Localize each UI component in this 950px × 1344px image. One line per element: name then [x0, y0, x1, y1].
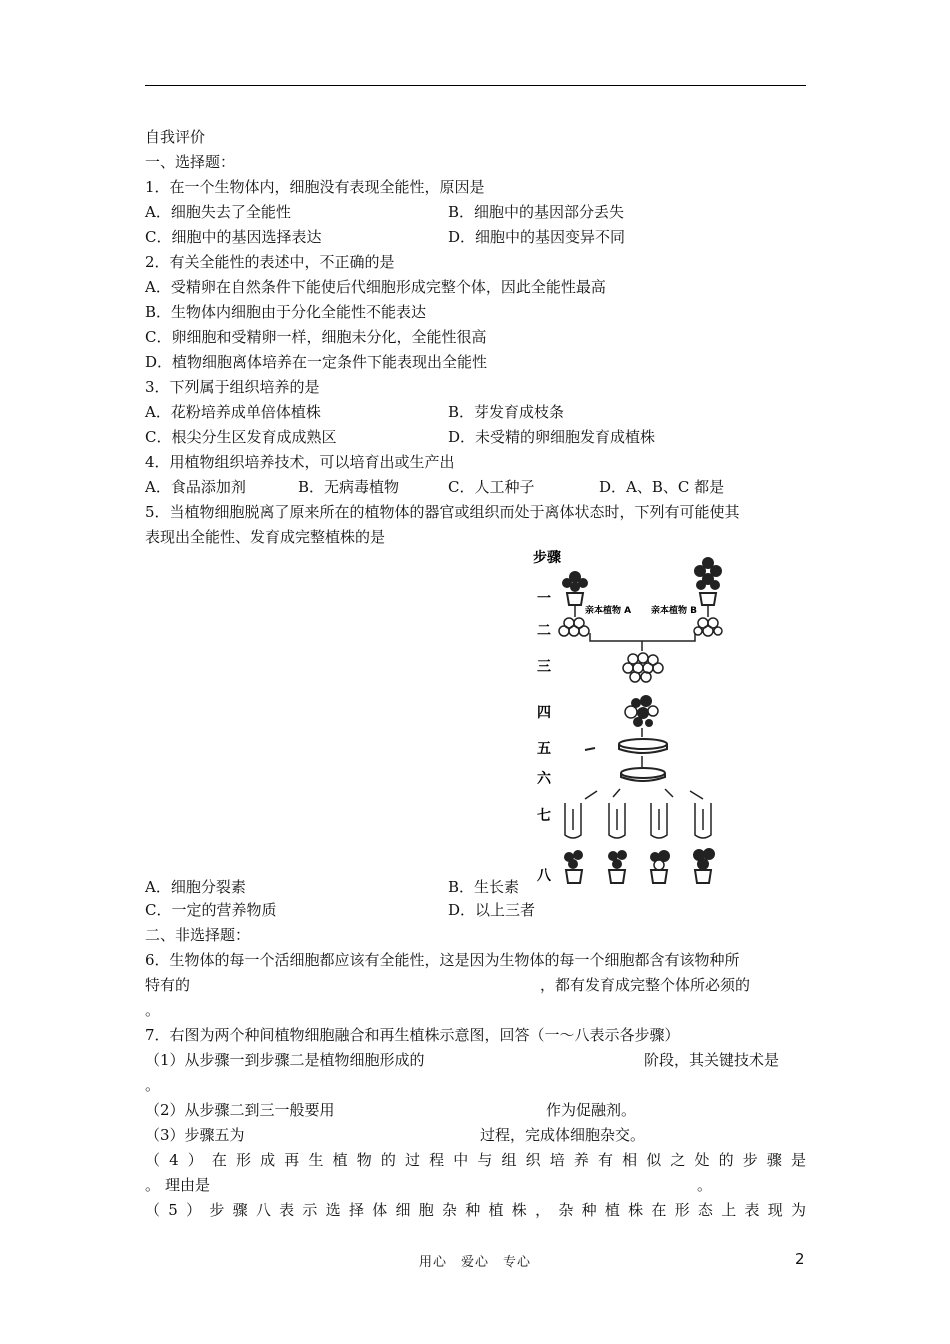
test-tube-icon — [609, 803, 625, 838]
option-3d: D．未受精的卵细胞发育成植株 — [448, 428, 656, 446]
question-4: 4．用植物组织培养技术，可以培育出或生产出 — [145, 453, 455, 471]
question-7: 7．右图为两个种间植物细胞融合和再生植株示意图，回答（一～八表示各步骤） — [145, 1026, 680, 1044]
culture-dish-icon — [621, 768, 665, 781]
test-tube-icon — [651, 803, 667, 838]
option-2d: D．植物细胞离体培养在一定条件下能表现出全能性 — [145, 353, 488, 371]
question-5-line2: 表现出全能性、发育成完整植株的是 — [145, 528, 386, 546]
regenerated-plant-icon — [650, 850, 670, 883]
option-5b: B．生长素 — [448, 878, 520, 896]
protoplast-b-icon — [694, 618, 722, 636]
question-7-4: （4）在形成再生植物的过程中与组织培养有相似之处的步骤是 — [145, 1151, 806, 1169]
question-6-line2-end: ，都有发育成完整个体所必须的 — [540, 976, 751, 994]
step-label-8: 八 — [537, 868, 551, 884]
question-7-3-end: 过程，完成体细胞杂交。 — [480, 1126, 646, 1144]
header-rule — [145, 85, 806, 86]
question-7-2-end: 作为促融剂。 — [546, 1101, 637, 1119]
option-5a: A．细胞分裂素 — [145, 878, 246, 896]
test-tube-icon — [695, 803, 711, 838]
cell-fusion-diagram — [525, 545, 750, 890]
fused-cells-icon — [623, 653, 663, 682]
option-2a: A．受精卵在自然条件下能使后代细胞形成完整个体，因此全能性最高 — [145, 278, 606, 296]
step-label-6: 六 — [537, 771, 551, 787]
protoplast-a-icon — [559, 618, 589, 636]
step-label-4: 四 — [537, 705, 551, 721]
question-7-4-tail: 。 — [145, 1176, 161, 1194]
option-3c: C．根尖分生区发育成成熟区 — [145, 428, 337, 446]
parent-plant-a-icon — [562, 571, 588, 605]
option-1b: B．细胞中的基因部分丢失 — [448, 203, 625, 221]
parent-a-label: 亲本植物 A — [585, 606, 632, 616]
page-number: 2 — [795, 1250, 805, 1268]
step-label-7: 七 — [537, 808, 551, 824]
parent-plant-b-icon — [694, 557, 722, 605]
section-heading: 自我评价 — [145, 128, 206, 146]
option-3a: A．花粉培养成单倍体植株 — [145, 403, 321, 421]
culture-dish-icon — [619, 739, 667, 753]
question-7-3-start: （3）步骤五为 — [145, 1126, 245, 1144]
question-7-4-reason: 理由是 — [165, 1176, 211, 1194]
question-1: 1．在一个生物体内，细胞没有表现全能性，原因是 — [145, 178, 485, 196]
step-label-1: 一 — [537, 591, 551, 607]
question-5-line1: 5．当植物细胞脱离了原来所在的植物体的器官或组织而处于离体状态时，下列有可能使其 — [145, 503, 740, 521]
question-7-1-tail: 。 — [145, 1076, 161, 1094]
option-3b: B．芽发育成枝条 — [448, 403, 565, 421]
step-label-2: 二 — [537, 623, 551, 639]
step-label-3: 三 — [537, 659, 551, 675]
figure-title: 步骤 — [533, 550, 561, 566]
option-4b: B．无病毒植物 — [298, 478, 400, 496]
question-7-1-start: （1）从步骤一到步骤二是植物细胞形成的 — [145, 1051, 425, 1069]
question-7-5: （5）步骤八表示选择体细胞杂种植株，杂种植株在形态上表现为 — [145, 1201, 806, 1219]
option-1c: C．细胞中的基因选择表达 — [145, 228, 322, 246]
question-2: 2．有关全能性的表述中，不正确的是 — [145, 253, 395, 271]
regenerated-plant-icon — [608, 850, 627, 883]
question-6-line3: 。 — [145, 1001, 161, 1019]
question-6-line2-start: 特有的 — [145, 976, 191, 994]
option-5c: C．一定的营养物质 — [145, 901, 277, 919]
question-3: 3．下列属于组织培养的是 — [145, 378, 320, 396]
question-6-line1: 6．生物体的每一个活细胞都应该有全能性，这是因为生物体的每一个细胞都含有该物种所 — [145, 951, 740, 969]
callus-icon — [625, 695, 658, 727]
option-2c: C．卵细胞和受精卵一样，细胞未分化，全能性很高 — [145, 328, 487, 346]
question-7-2-start: （2）从步骤二到三一般要用 — [145, 1101, 335, 1119]
step-label-5: 五 — [537, 741, 551, 757]
test-tube-icon — [565, 803, 581, 838]
option-4c: C．人工种子 — [448, 478, 535, 496]
option-5d: D．以上三者 — [448, 901, 536, 919]
option-4a: A．食品添加剂 — [145, 478, 246, 496]
regenerated-plant-icon — [564, 850, 583, 883]
option-2b: B．生物体内细胞由于分化全能性不能表达 — [145, 303, 427, 321]
parent-b-label: 亲本植物 B — [651, 606, 697, 616]
question-7-4-end: 。 — [697, 1176, 713, 1194]
question-7-1-end: 阶段，其关键技术是 — [644, 1051, 780, 1069]
option-1a: A．细胞失去了全能性 — [145, 203, 291, 221]
section-title: 一、选择题： — [145, 153, 236, 171]
page-footer: 用心 爱心 专心 — [418, 1255, 531, 1270]
section-title: 二、非选择题： — [145, 926, 251, 944]
option-1d: D．细胞中的基因变异不同 — [448, 228, 626, 246]
option-4d: D．A、B、C 都是 — [599, 478, 725, 496]
regenerated-plant-icon — [693, 848, 715, 883]
